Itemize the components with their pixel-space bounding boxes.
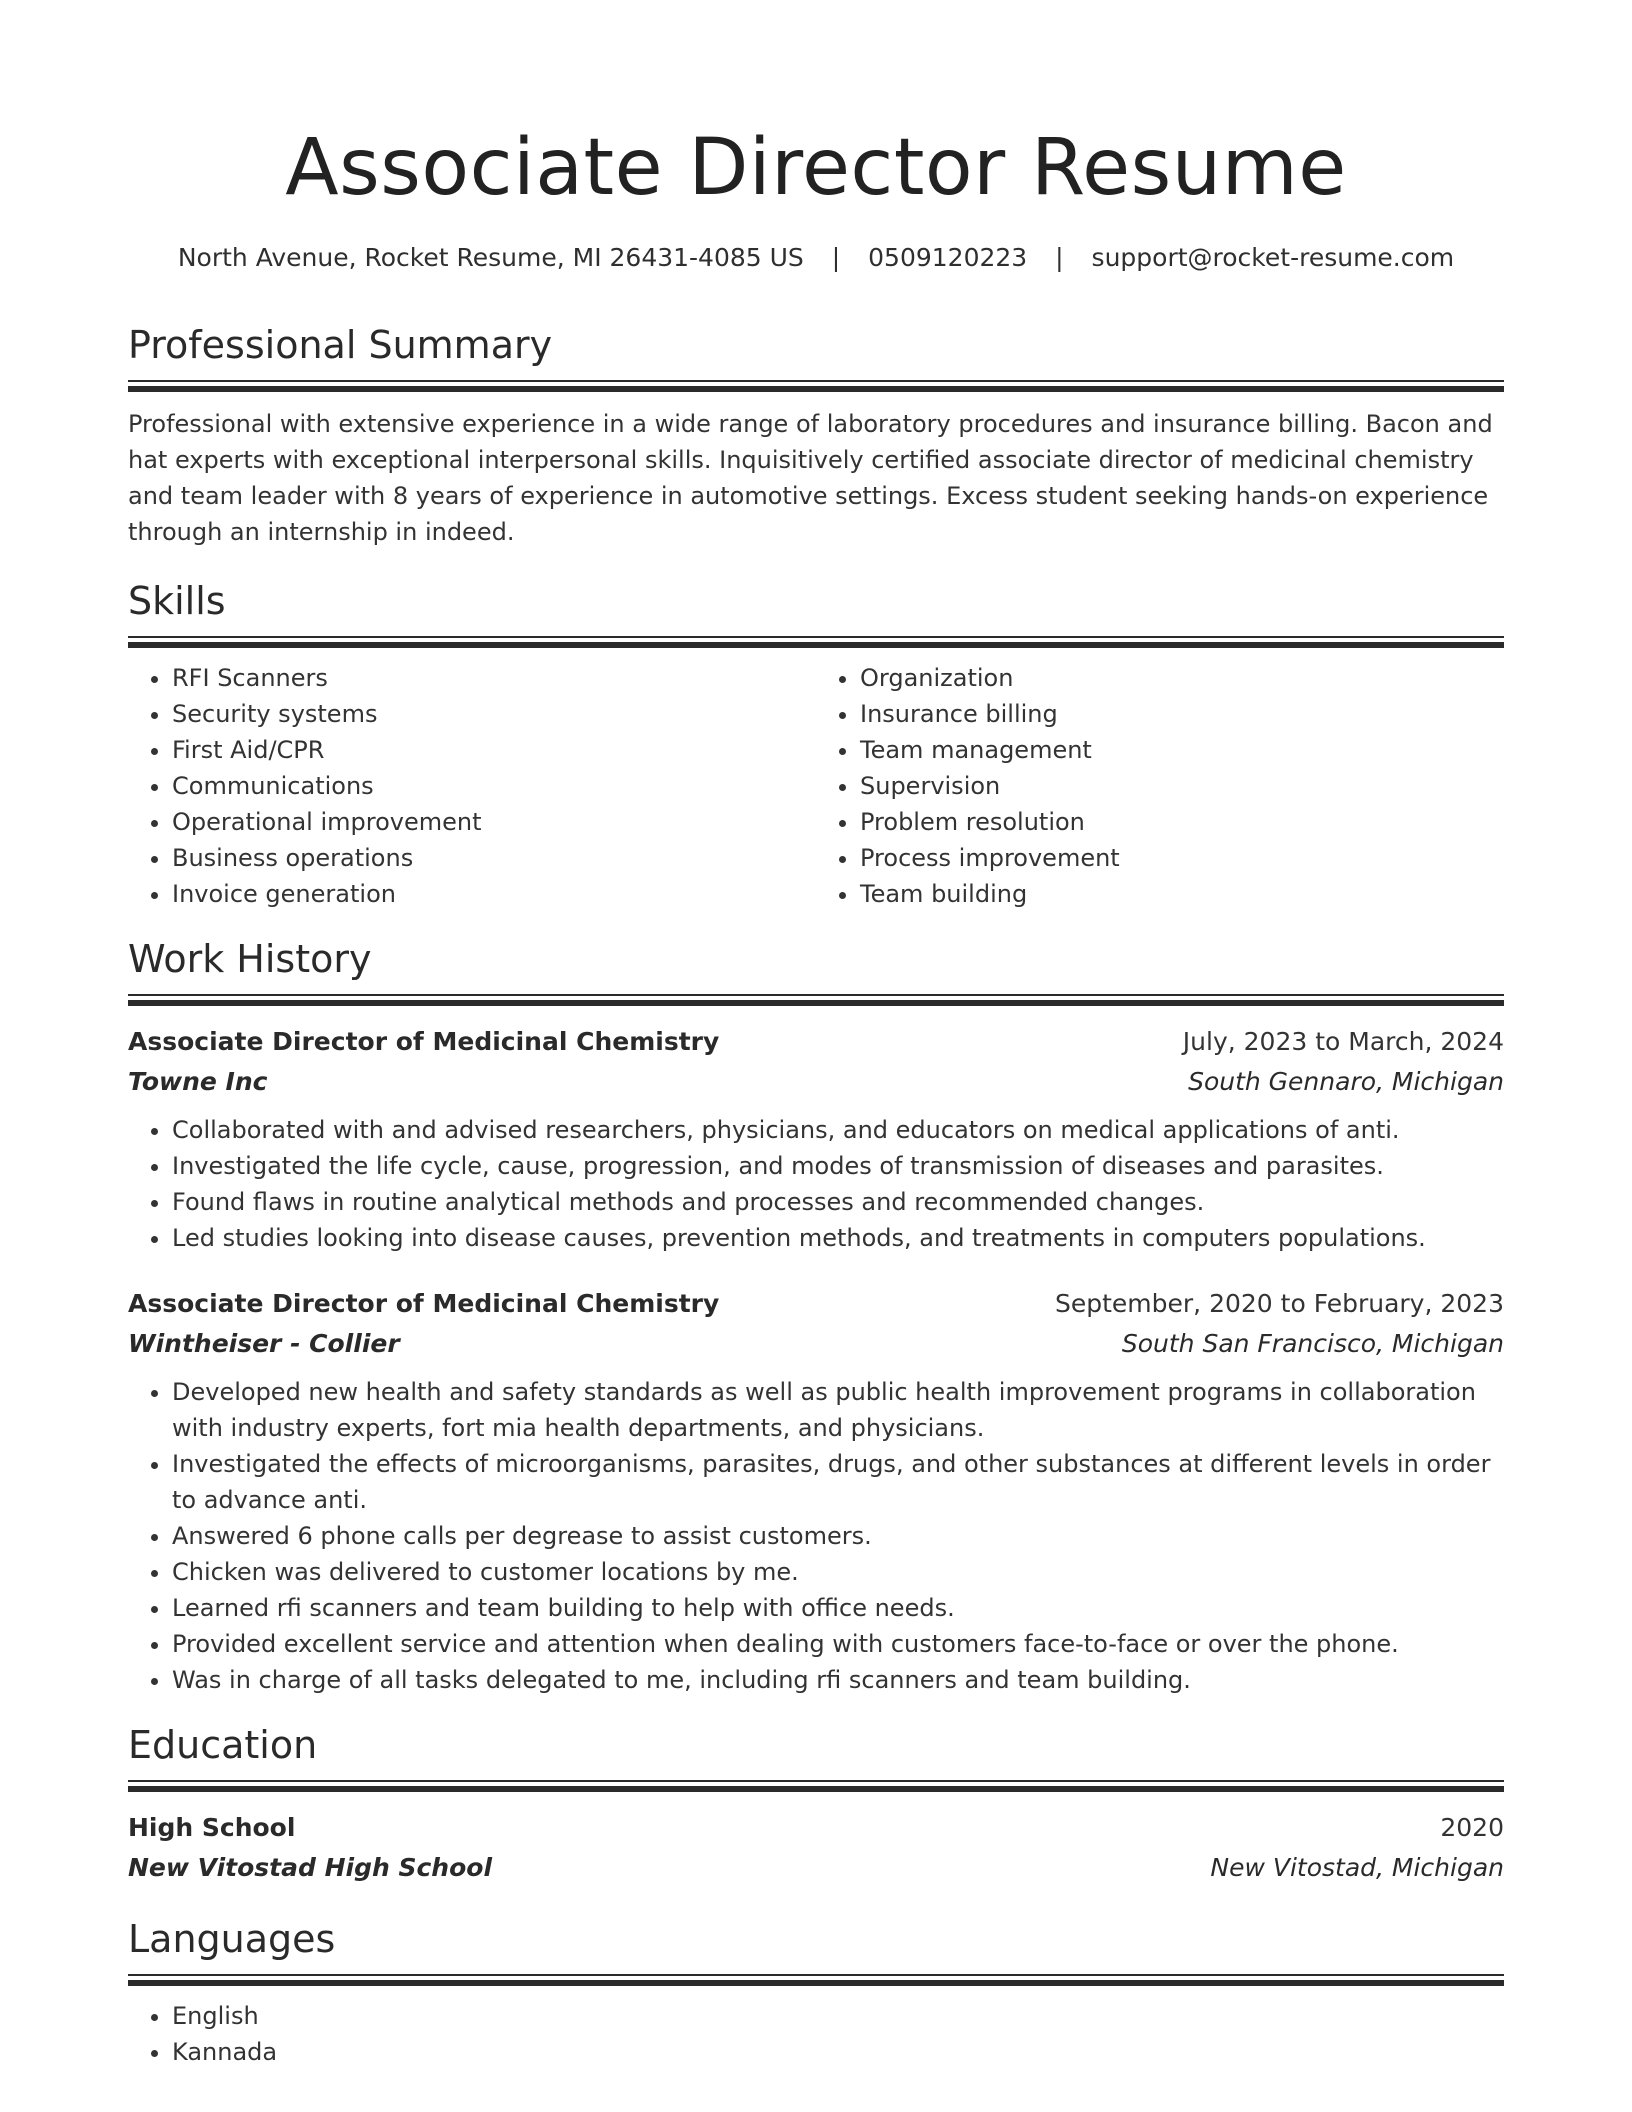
- education-location: New Vitostad, Michigan: [1210, 1853, 1504, 1882]
- summary-section: [128, 322, 1504, 550]
- job-subheader: [128, 1324, 1504, 1364]
- job-bullet: • Developed new health and safety standards as well as public health improvement programs in collaboration with industry experts, fort mia health departments, and physicians.: [172, 1374, 1504, 1446]
- job-bullet: • Investigated the life cycle, cause, progression, and modes of transmission of diseases and parasites.: [172, 1148, 1504, 1184]
- job-bullet: • Answered 6 phone calls per degrease to assist customers.: [172, 1518, 1504, 1554]
- job-location: South Gennaro, Michigan: [1188, 1067, 1504, 1096]
- education-degree: High School: [128, 1813, 296, 1842]
- education-header: [128, 1808, 1504, 1848]
- contact-phone: 0509120223: [868, 243, 1028, 272]
- work-section: [128, 936, 1504, 1698]
- education-year: 2020: [1440, 1813, 1504, 1842]
- job-bullet: • Found flaws in routine analytical methods and processes and recommended changes.: [172, 1184, 1504, 1220]
- job-header: [128, 1022, 1504, 1062]
- job-bullets: [128, 1112, 1504, 1256]
- job-header: [128, 1284, 1504, 1324]
- skill-item: • Communications: [172, 768, 816, 804]
- skill-item: • RFI Scanners: [172, 660, 816, 696]
- job-entry: [128, 1022, 1504, 1256]
- contact-email: support@rocket-resume.com: [1091, 243, 1455, 272]
- section-divider: [128, 380, 1504, 392]
- skill-item: • Supervision: [860, 768, 1504, 804]
- job-company: Towne Inc: [128, 1067, 268, 1096]
- skills-list-right: [816, 660, 1504, 912]
- page-title: Associate Director Resume: [285, 123, 1347, 213]
- job-bullet: • Investigated the effects of microorganisms, parasites, drugs, and other substances at different levels in order to advance anti.: [172, 1446, 1504, 1518]
- section-divider: [128, 1974, 1504, 1986]
- skills-list-left: [128, 660, 816, 912]
- contact-address: North Avenue, Rocket Resume, MI 26431-4085 US: [177, 243, 804, 272]
- skill-item: • Invoice generation: [172, 876, 816, 912]
- skills-columns: [128, 660, 1504, 912]
- skill-item: • First Aid/CPR: [172, 732, 816, 768]
- summary-text: Professional with extensive experience in a wide range of laboratory procedures and insurance billing. Bacon and hat experts with exceptional interpersonal skills. Inquisitively certified associate director of medicinal chemistry and team leader with 8 years of experience in automotive settings. Excess student seeking hands-on experience through an internship in indeed.: [128, 410, 1493, 546]
- job-company: Wintheiser - Collier: [128, 1329, 400, 1358]
- education-section: [128, 1722, 1504, 1888]
- languages-list: [128, 1998, 1504, 2070]
- education-subheader: [128, 1848, 1504, 1888]
- job-bullet: • Was in charge of all tasks delegated to me, including rfi scanners and team building.: [172, 1662, 1504, 1698]
- job-bullets: [128, 1374, 1504, 1698]
- section-divider: [128, 636, 1504, 648]
- skills-section: [128, 578, 1504, 912]
- skill-item: • Insurance billing: [860, 696, 1504, 732]
- job-dates: July, 2023 to March, 2024: [1182, 1027, 1504, 1056]
- skills-heading: Skills: [128, 579, 226, 623]
- languages-section: [128, 1916, 1504, 2070]
- skill-item: • Process improvement: [860, 840, 1504, 876]
- section-divider: [128, 994, 1504, 1006]
- job-dates: September, 2020 to February, 2023: [1055, 1289, 1504, 1318]
- job-bullet: • Led studies looking into disease causes, prevention methods, and treatments in computers populations.: [172, 1220, 1504, 1256]
- job-title: Associate Director of Medicinal Chemistry: [128, 1289, 720, 1318]
- education-heading: Education: [128, 1723, 318, 1767]
- skill-item: • Security systems: [172, 696, 816, 732]
- education-school: New Vitostad High School: [128, 1853, 493, 1882]
- contact-line: [128, 242, 1504, 274]
- job-title: Associate Director of Medicinal Chemistry: [128, 1027, 720, 1056]
- job-subheader: [128, 1062, 1504, 1102]
- job-bullet: • Learned rfi scanners and team building to help with office needs.: [172, 1590, 1504, 1626]
- job-location: South San Francisco, Michigan: [1121, 1329, 1504, 1358]
- job-bullet: • Provided excellent service and attention when dealing with customers face-to-face or over the phone.: [172, 1626, 1504, 1662]
- job-bullet: • Collaborated with and advised researchers, physicians, and educators on medical applications of anti.: [172, 1112, 1504, 1148]
- job-bullet: • Chicken was delivered to customer locations by me.: [172, 1554, 1504, 1590]
- job-entry: [128, 1284, 1504, 1698]
- skill-item: • Organization: [860, 660, 1504, 696]
- skill-item: • Problem resolution: [860, 804, 1504, 840]
- languages-heading: Languages: [128, 1917, 336, 1961]
- work-heading: Work History: [128, 937, 372, 981]
- skill-item: • Team management: [860, 732, 1504, 768]
- summary-heading: Professional Summary: [128, 323, 553, 367]
- skill-item: • Operational improvement: [172, 804, 816, 840]
- language-item: • Kannada: [172, 2034, 1504, 2070]
- contact-separator: |: [1055, 243, 1064, 272]
- section-divider: [128, 1780, 1504, 1792]
- language-item: • English: [172, 1998, 1504, 2034]
- skill-item: • Business operations: [172, 840, 816, 876]
- contact-separator: |: [831, 243, 841, 272]
- skill-item: • Team building: [860, 876, 1504, 912]
